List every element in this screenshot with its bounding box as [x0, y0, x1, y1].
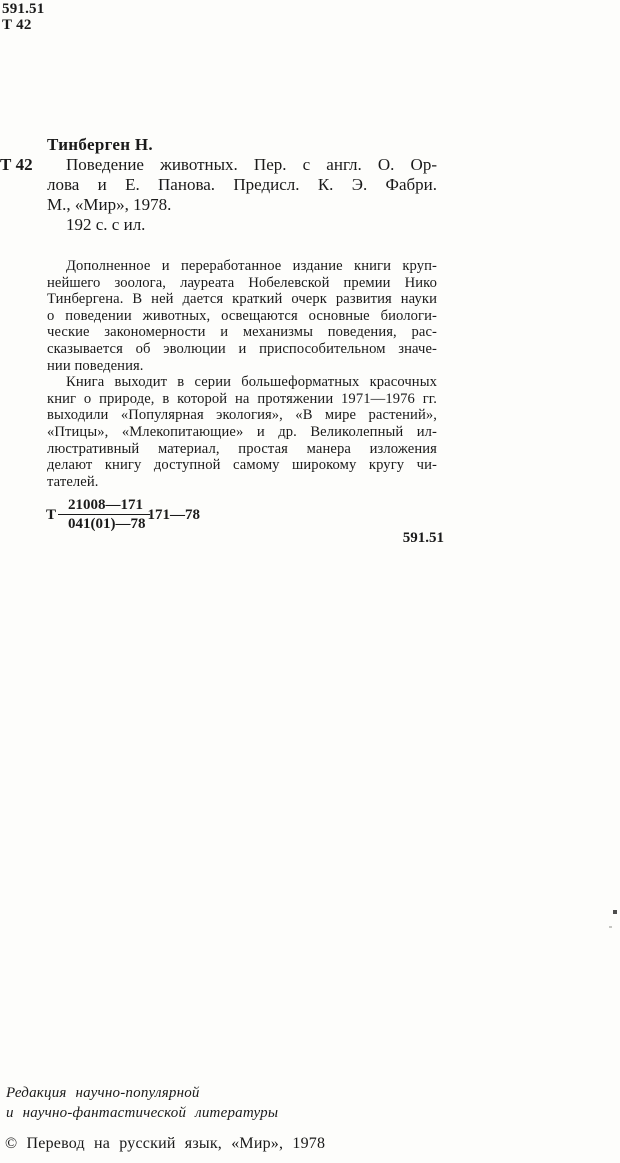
annotation-line: ческие закономерности и механизмы поведения, рас- — [47, 324, 437, 341]
annotation-line: книг о природе, в которой на протяжении 1971—1976 гг. — [47, 390, 437, 407]
catalog-fraction — [58, 497, 150, 532]
annotation-line: о поведении животных, освещаются основные биологи- — [47, 307, 437, 324]
entry-author: Тинберген Н. — [47, 135, 153, 154]
editorial-line: Редакция научно-популярной — [6, 1085, 200, 1101]
catalog-prefix: Т — [46, 506, 57, 523]
catalog-suffix: 171—78 — [147, 506, 201, 523]
scan-speck — [613, 910, 617, 914]
entry-line: М., «Мир», 1978. — [47, 195, 172, 214]
catalog-denominator: 041(01)—78 — [58, 514, 150, 532]
bibliographic-entry — [47, 135, 437, 235]
author-code-top: Т 42 — [2, 17, 32, 33]
annotation-line: нии поведения. — [47, 357, 144, 374]
udc-number-top: 591.51 — [2, 1, 45, 17]
annotation-line: Дополненное и переработанное издание книги круп- — [66, 258, 437, 274]
author-code-margin: Т 42 — [0, 155, 33, 174]
annotation-line: люстративный материал, простая манера изложения — [47, 440, 437, 457]
annotation-line: «Птицы», «Млекопитающие» и др. Великолепный ил- — [47, 423, 437, 440]
annotation-line: выходили «Популярная экология», «В мире растений», — [47, 407, 437, 424]
catalog-numerator: 21008—171 — [68, 497, 144, 513]
copyright-line: © Перевод на русский язык, «Мир», 1978 — [5, 1135, 326, 1152]
annotation-line: Книга выходит в серии большеформатных красочных — [66, 374, 437, 391]
editorial-staff-note — [6, 1084, 278, 1123]
scan-speck — [609, 926, 612, 928]
corner-codes — [2, 1, 44, 33]
annotation-text — [47, 258, 437, 490]
editorial-line: и научно-фантастической литературы — [6, 1104, 279, 1121]
entry-line: 192 с. с ил. — [66, 215, 146, 234]
annotation-line: сказывается об эволюции и приспособительном значе- — [47, 340, 437, 357]
annotation-line: нейшего зоолога, лауреата Нобелевской премии Нико — [47, 274, 437, 291]
annotation-line: делают книгу доступной самому широкому кругу чи- — [47, 457, 437, 474]
annotation-line: Тинбергена. В ней дается краткий очерк развития науки — [47, 291, 437, 308]
catalog-formula — [46, 497, 200, 532]
udc-number-bottom: 591.51 — [402, 530, 444, 546]
entry-line: Поведение животных. Пер. с англ. О. Ор- — [66, 155, 437, 174]
annotation-line: тателей. — [47, 473, 99, 490]
entry-line: лова и Е. Панова. Предисл. К. Э. Фабри. — [47, 175, 437, 194]
